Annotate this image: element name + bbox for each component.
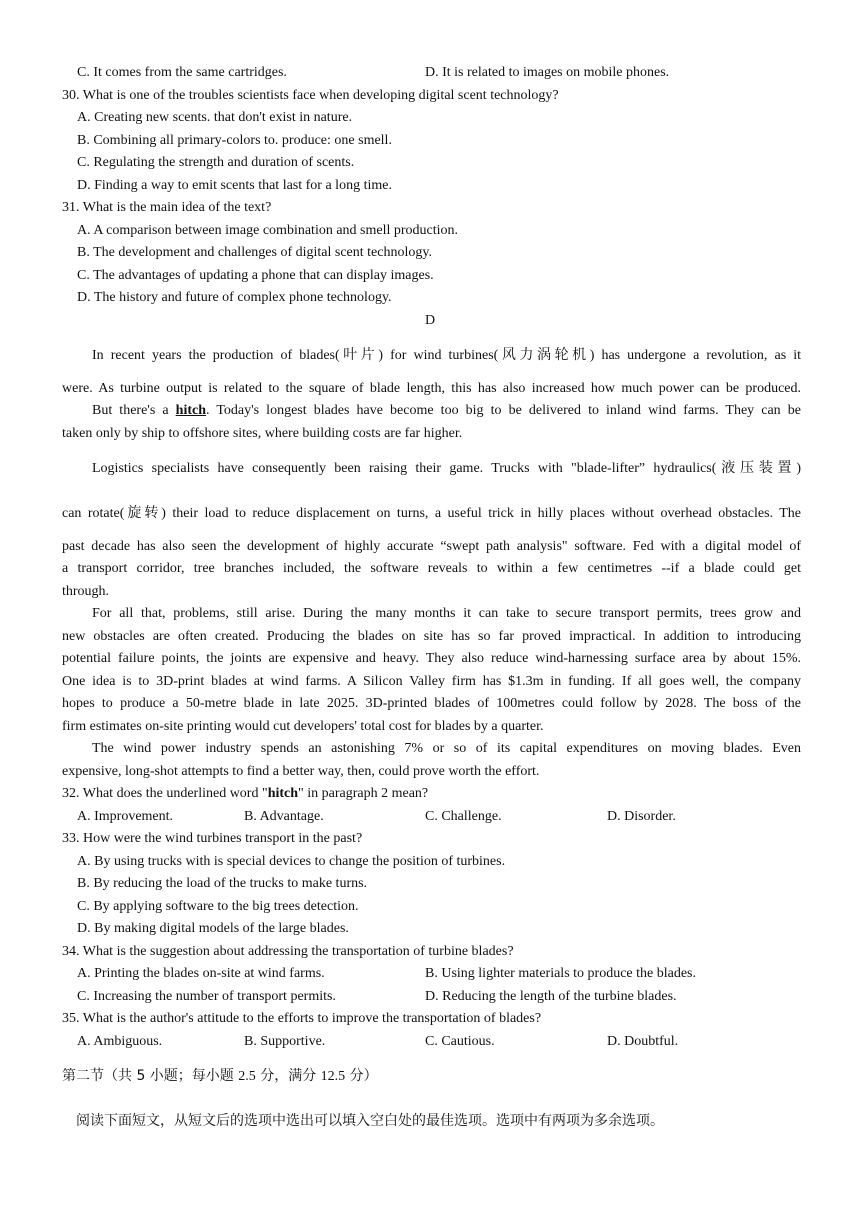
q34-option-b: B. Using lighter materials to produce the blades. bbox=[425, 966, 696, 981]
passage-p1-line2: were. As turbine output is related to the square of blade length, this has also increased how much power can be produced. bbox=[62, 381, 801, 396]
passage-p5-line2: expensive, long-shot attempts to find a better way, then, could prove worth the effort. bbox=[62, 764, 540, 779]
passage-p1-line1: In recent years the production of blades(叶片) for wind turbines(风力涡轮机) has undergone a revolution, as it bbox=[92, 347, 801, 363]
q34-option-c: C. Increasing the number of transport permits. bbox=[77, 989, 336, 1004]
q31-option-a: A. A comparison between image combination and smell production. bbox=[77, 223, 459, 238]
q35-option-d: D. Doubtful. bbox=[607, 1034, 679, 1049]
q33-option-b: B. By reducing the load of the trucks to make turns. bbox=[77, 876, 368, 891]
q33-option-d: D. By making digital models of the large blades. bbox=[77, 921, 349, 936]
q32-option-d: D. Disorder. bbox=[607, 809, 676, 824]
q35-option-a: A. Ambiguous. bbox=[77, 1034, 163, 1049]
q31-option-d: D. The history and future of complex phone technology. bbox=[77, 290, 392, 305]
q31-option-c: C. The advantages of updating a phone that can display images. bbox=[77, 268, 434, 283]
passage-p3-line5: through. bbox=[62, 584, 110, 599]
q33-stem: 33. How were the wind turbines transport in the past? bbox=[62, 831, 363, 846]
q35-stem: 35. What is the author's attitude to the efforts to improve the transportation of blades? bbox=[62, 1011, 542, 1026]
q35-option-c: C. Cautious. bbox=[425, 1034, 495, 1049]
q30-option-b: B. Combining all primary-colors to. produce: one smell. bbox=[77, 133, 392, 148]
q33-option-c: C. By applying software to the big trees detection. bbox=[77, 899, 359, 914]
q30-option-a: A. Creating new scents. that don't exist in nature. bbox=[77, 110, 353, 125]
passage-p3-line2: can rotate(旋转) their load to reduce displacement on turns, a useful trick in hilly places without overhead obstacles. The bbox=[62, 505, 801, 521]
q35-option-b: B. Supportive. bbox=[244, 1034, 326, 1049]
q32-option-a: A. Improvement. bbox=[77, 809, 174, 824]
q29-option-d: D. It is related to images on mobile phones. bbox=[425, 65, 670, 80]
q34-option-d: D. Reducing the length of the turbine blades. bbox=[425, 989, 677, 1004]
passage-p3-line4: a transport corridor, tree branches included, the software reveals to within a few centimetres --if a blade could get bbox=[62, 561, 801, 576]
passage-p4-line5: hopes to produce a 50-metre blade in late 2025. 3D-printed blades of 100metres could follow by 2028. The boss of the bbox=[62, 696, 801, 711]
q30-stem: 30. What is one of the troubles scientists face when developing digital scent technology? bbox=[62, 88, 559, 103]
underlined-word-hitch: hitch bbox=[175, 403, 206, 418]
passage-p2-line2: taken only by ship to offshore sites, where building costs are far higher. bbox=[62, 426, 463, 441]
q29-option-c: C. It comes from the same cartridges. bbox=[77, 65, 287, 80]
section-heading: 第二节（共 5 小题；每小题 2.5 分，满分 12.5 分） bbox=[62, 1068, 378, 1084]
q30-option-c: C. Regulating the strength and duration of scents. bbox=[77, 155, 355, 170]
q34-stem: 34. What is the suggestion about addressing the transportation of turbine blades? bbox=[62, 944, 514, 959]
q31-option-b: B. The development and challenges of digital scent technology. bbox=[77, 245, 432, 260]
q34-option-a: A. Printing the blades on-site at wind farms. bbox=[77, 966, 325, 981]
passage-p4-line2: new obstacles are often created. Producing the blades on site has so far proved impractical. In addition to introducing bbox=[62, 629, 801, 644]
passage-p4-line3: potential failure points, the joints are expensive and heavy. They also reduce wind-harnessing surface area by about 15%. bbox=[62, 651, 801, 666]
q30-option-d: D. Finding a way to emit scents that last for a long time. bbox=[77, 178, 392, 193]
section-instruction: 阅读下面短文，从短文后的选项中选出可以填入空白处的最佳选项。选项中有两项为多余选项。 bbox=[76, 1113, 664, 1129]
q33-option-a: A. By using trucks with is special devices to change the position of turbines. bbox=[77, 854, 506, 869]
passage-p2-line1: But there's a hitch. Today's longest blades have become too big to be delivered to inland wind farms. They can be bbox=[92, 403, 801, 418]
q32-option-b: B. Advantage. bbox=[244, 809, 324, 824]
q31-stem: 31. What is the main idea of the text? bbox=[62, 200, 272, 215]
q32-stem: 32. What does the underlined word "hitch" in paragraph 2 mean? bbox=[62, 786, 429, 801]
passage-p4-line4: One idea is to 3D-print blades at wind farms. A Silicon Valley firm has $1.3m in funding. If all goes well, the company bbox=[62, 674, 801, 689]
passage-p5-line1: The wind power industry spends an astonishing 7% or so of its capital expenditures on moving blades. Even bbox=[92, 741, 801, 756]
passage-label: D bbox=[424, 313, 436, 328]
passage-p4-line1: For all that, problems, still arise. During the many months it can take to secure transport permits, trees grow and bbox=[92, 606, 801, 621]
q32-option-c: C. Challenge. bbox=[425, 809, 502, 824]
passage-p3-line3: past decade has also seen the development of highly accurate “swept path analysis" software. Fed with a digital model of bbox=[62, 539, 801, 554]
passage-p3-line1: Logistics specialists have consequently been raising their game. Trucks with "blade-lifter” hydraulics(液压装置) bbox=[92, 460, 802, 476]
passage-p4-line6: firm estimates on-site printing would cut developers' total cost for blades by a quarter. bbox=[62, 719, 544, 734]
